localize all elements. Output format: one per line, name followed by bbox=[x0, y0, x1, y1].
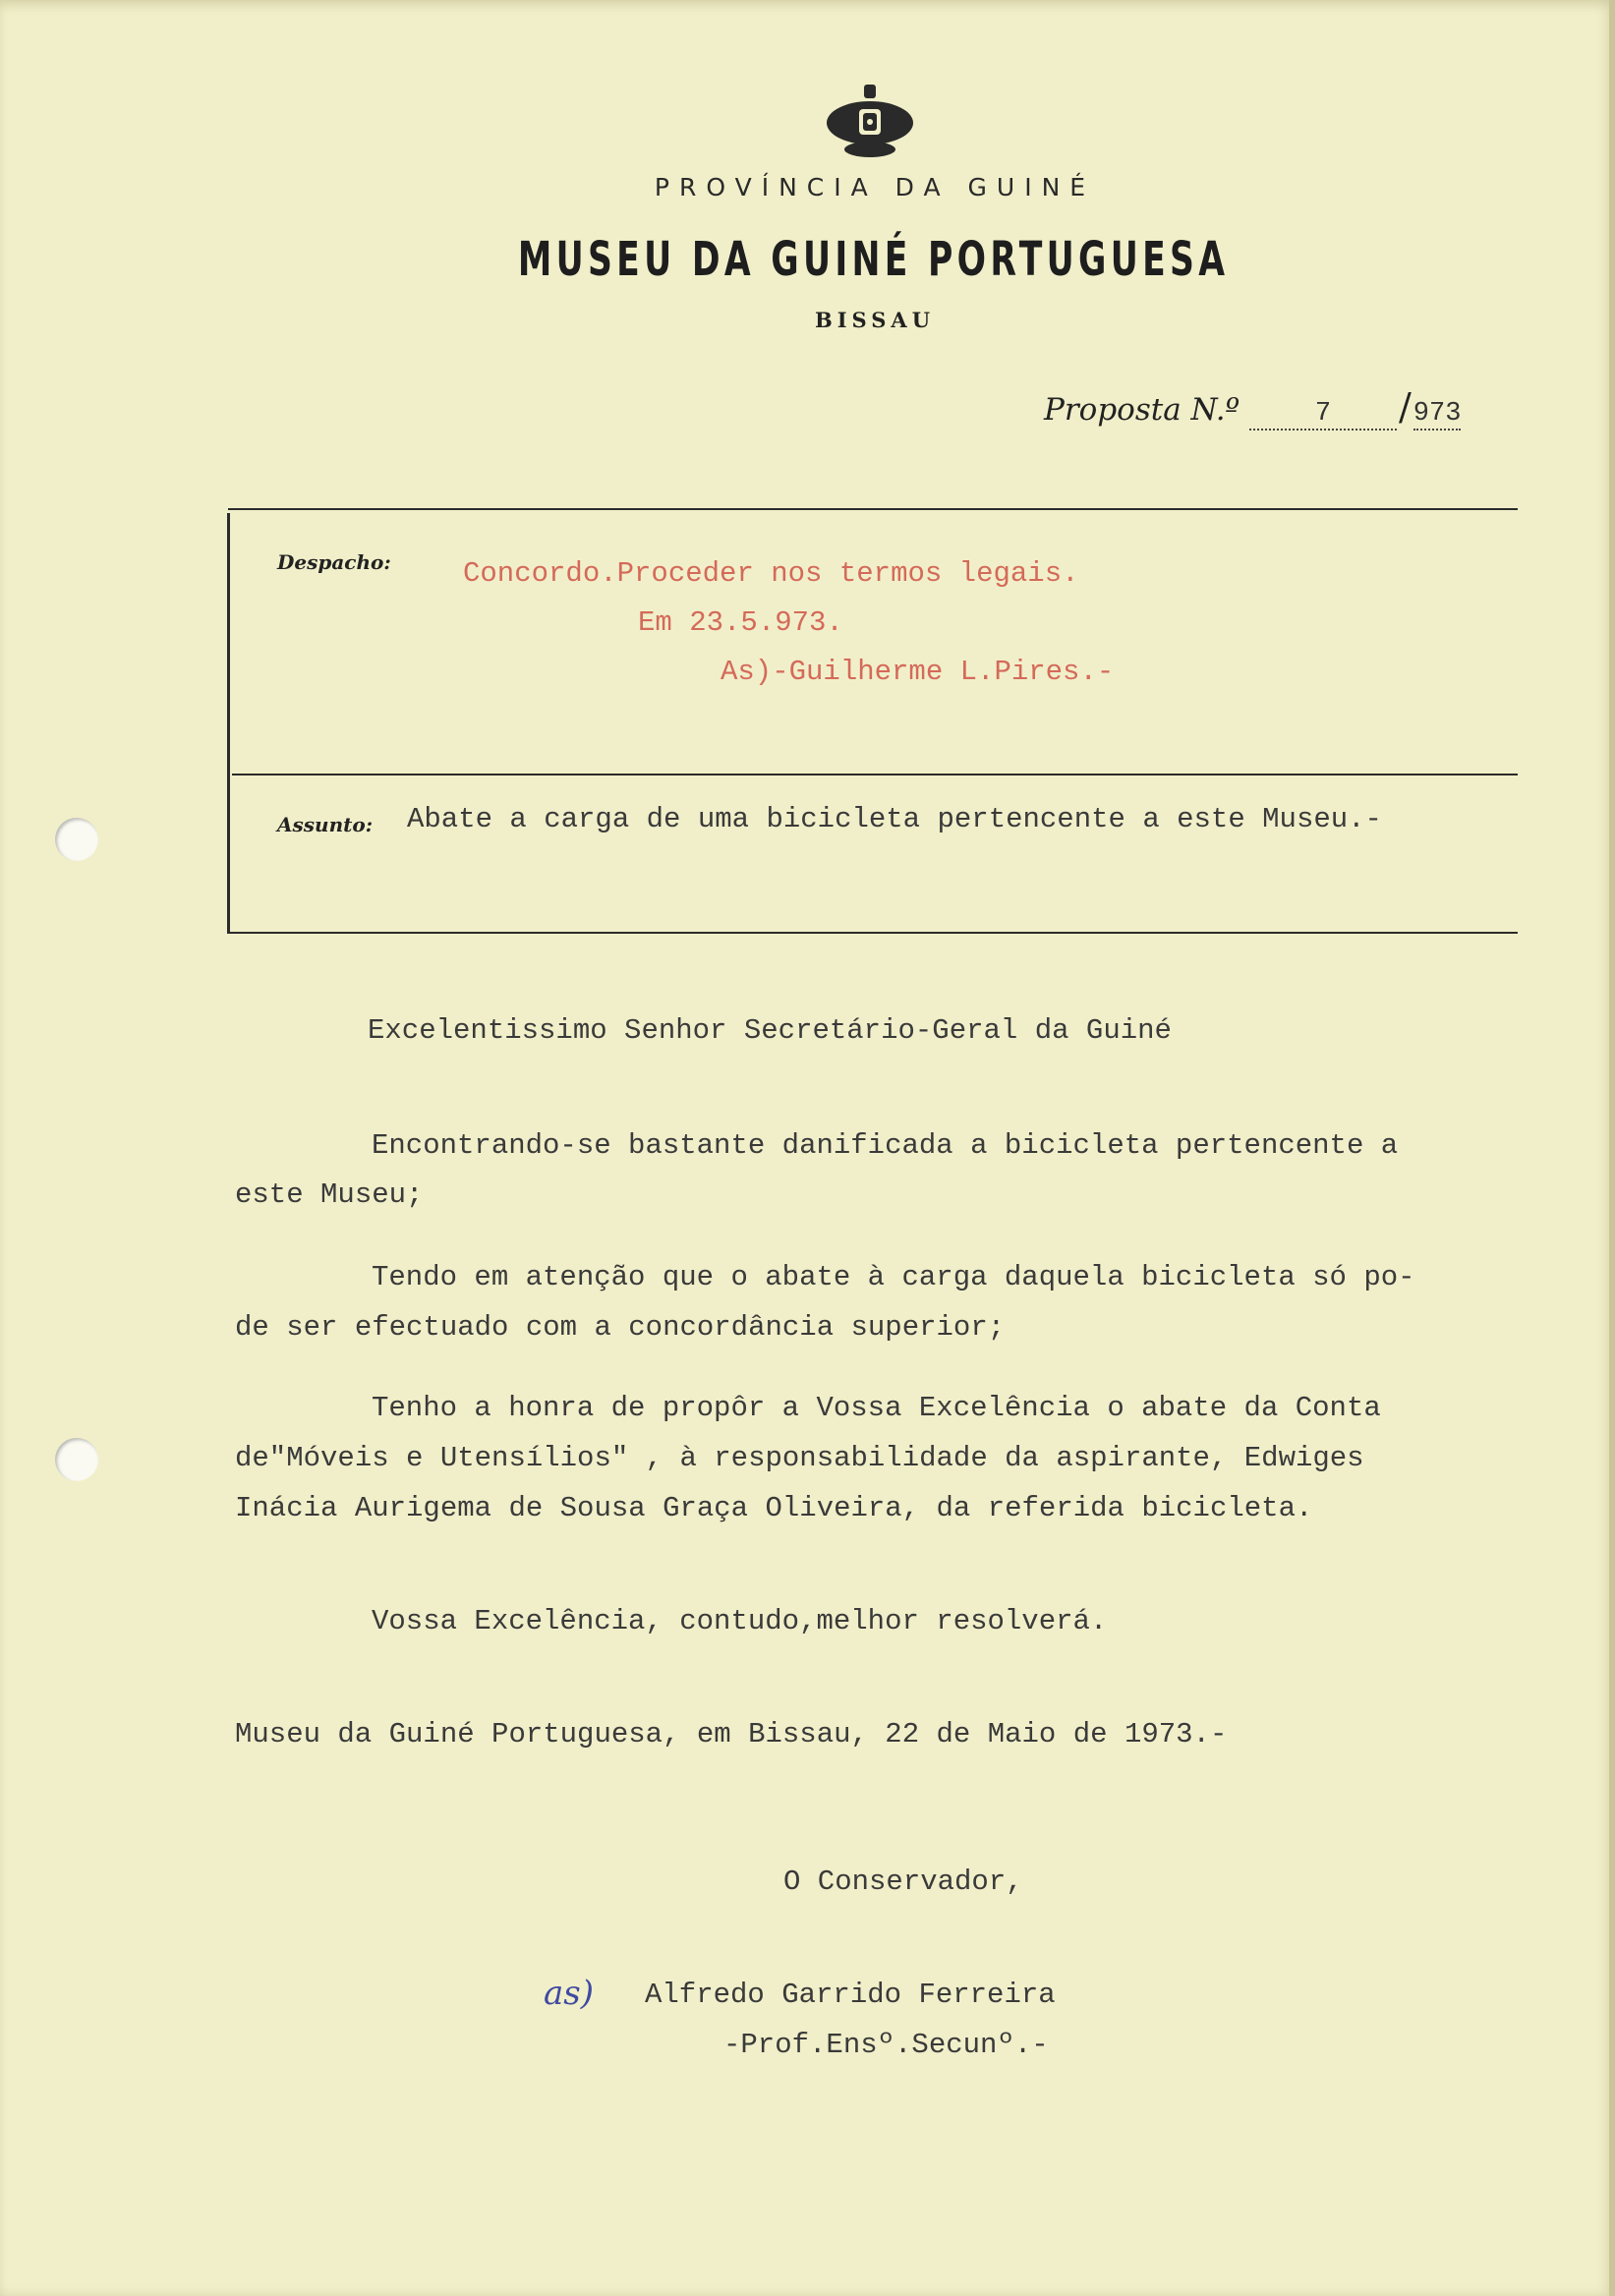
assunto-text: Abate a carga de uma bicicleta pertencente a este Museu.- bbox=[407, 803, 1382, 835]
place-date: Museu da Guiné Portuguesa, em Bissau, 22 de Maio de 1973.- bbox=[235, 1718, 1228, 1751]
coat-of-arms-emblem bbox=[821, 79, 919, 162]
proposal-slash: / bbox=[1398, 385, 1412, 429]
frame-middle-rule bbox=[232, 774, 1518, 775]
province-heading: PROVÍNCIA DA GUINÉ bbox=[654, 173, 1096, 201]
proposal-number: 7 bbox=[1249, 399, 1397, 430]
frame-left-rule bbox=[227, 513, 230, 934]
punch-hole-lower bbox=[55, 1438, 98, 1481]
closing-line: Vossa Excelência, contudo,melhor resolverá. bbox=[372, 1605, 1108, 1637]
proposal-year: 973 bbox=[1413, 399, 1462, 429]
frame-top-rule bbox=[228, 508, 1518, 510]
salutation: Excelentissimo Senhor Secretário-Geral da Guiné bbox=[368, 1014, 1172, 1047]
paragraph-1-line-1: Encontrando-se bastante danificada a bicicleta pertencente a bbox=[372, 1129, 1399, 1162]
paragraph-3-line-3: Inácia Aurigema de Sousa Graça Oliveira, da referida bicicleta. bbox=[235, 1492, 1313, 1524]
paragraph-2-line-1: Tendo em atenção que o abate à carga daquela bicicleta só po- bbox=[372, 1261, 1415, 1293]
proposal-label: Proposta N.º bbox=[1044, 392, 1240, 428]
signatory-position: -Prof.Ensº.Secunº.- bbox=[723, 2029, 1049, 2061]
museum-heading: MUSEU DA GUINÉ PORTUGUESA bbox=[517, 232, 1230, 287]
assunto-label: Assunto: bbox=[277, 813, 374, 836]
city-heading: BISSAU bbox=[814, 308, 936, 332]
punch-hole-upper bbox=[55, 818, 98, 861]
proposal-number-field bbox=[1044, 385, 1461, 430]
despacho-line-2: Em 23.5.973. bbox=[638, 606, 843, 639]
handwritten-initials: as) bbox=[544, 1974, 594, 2013]
paragraph-1-line-2: este Museu; bbox=[235, 1178, 424, 1211]
despacho-line-3: As)-Guilherme L.Pires.- bbox=[721, 656, 1115, 688]
frame-bottom-rule bbox=[228, 932, 1518, 934]
despacho-line-1: Concordo.Proceder nos termos legais. bbox=[463, 557, 1079, 590]
paragraph-2-line-2: de ser efectuado com a concordância superior; bbox=[235, 1311, 1006, 1344]
signatory-name: Alfredo Garrido Ferreira bbox=[645, 1979, 1056, 2011]
despacho-label: Despacho: bbox=[277, 550, 391, 574]
paragraph-3-line-2: de"Móveis e Utensílios" , à responsabilidade da aspirante, Edwiges bbox=[235, 1442, 1364, 1474]
signature-title: O Conservador, bbox=[783, 1866, 1023, 1898]
paragraph-3-line-1: Tenho a honra de propôr a Vossa Excelência o abate da Conta bbox=[372, 1392, 1381, 1424]
